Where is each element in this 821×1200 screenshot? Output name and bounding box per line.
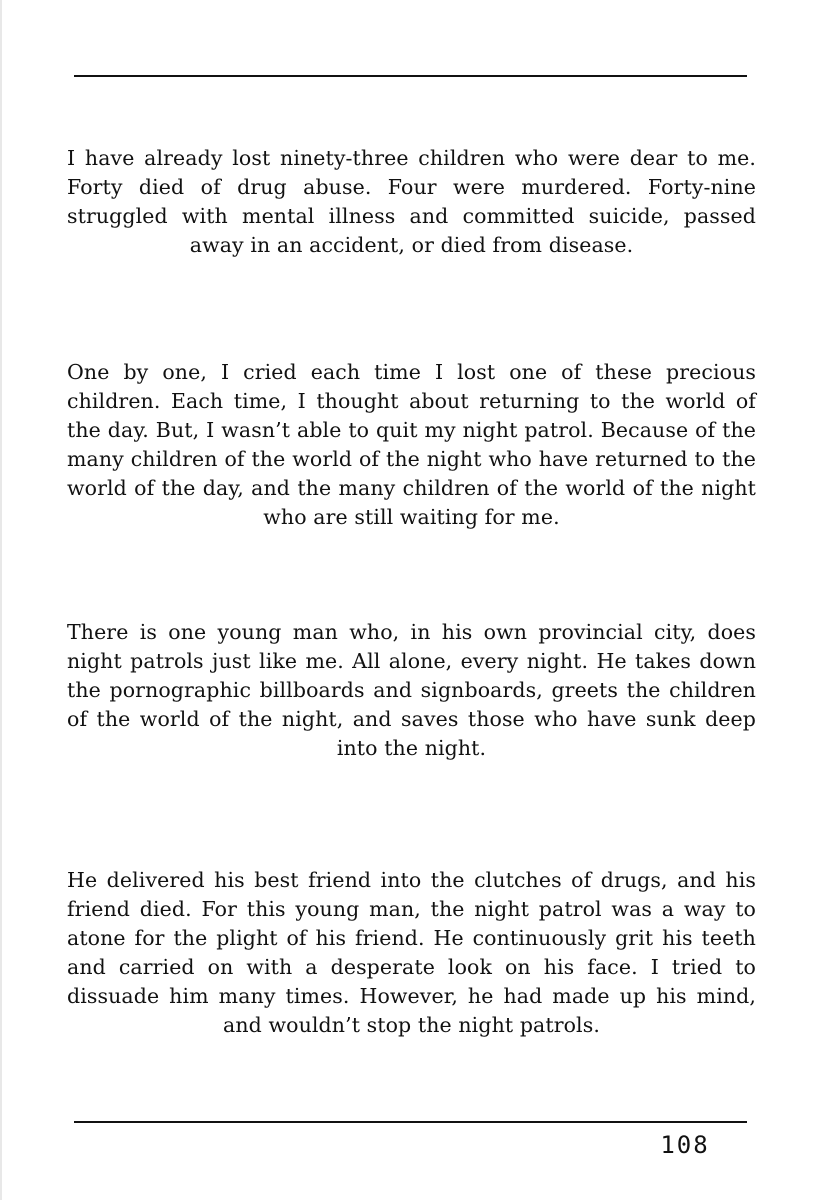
page-number: 108 (660, 1131, 710, 1159)
paragraph-4: He delivered his best friend into the clutches of drugs, and his friend died. For this young man, the night patrol was a way to atone for the plight of his friend. He continuously grit his teeth and carried on with a desperate look on his face. I tried to dissuade him many times. However, he had made up his mind, and wouldn’t stop the night patrols. (67, 868, 756, 1037)
paragraph-1: I have already lost ninety-three children who were dear to me. Forty died of drug abuse. Four were murdered. Forty-nine struggled with mental illness and committed suicide, passed away in an accident, or died from disease. (67, 146, 756, 257)
top-rule (74, 75, 747, 77)
paragraph-2: One by one, I cried each time I lost one of these precious children. Each time, I thought about returning to the world of the day. But, I wasn’t able to quit my night patrol. Because of the many children of the world of the night who have returned to the world of the day, and the many children of the world of the night who are still waiting for me. (67, 360, 756, 529)
bottom-rule (74, 1121, 747, 1123)
paragraph-3: There is one young man who, in his own provincial city, does night patrols just like me. All alone, every night. He takes down the pornographic billboards and signboards, greets the children of the world of the night, and saves those who have sunk deep into the night. (67, 620, 756, 760)
page-edge (0, 0, 2, 1200)
